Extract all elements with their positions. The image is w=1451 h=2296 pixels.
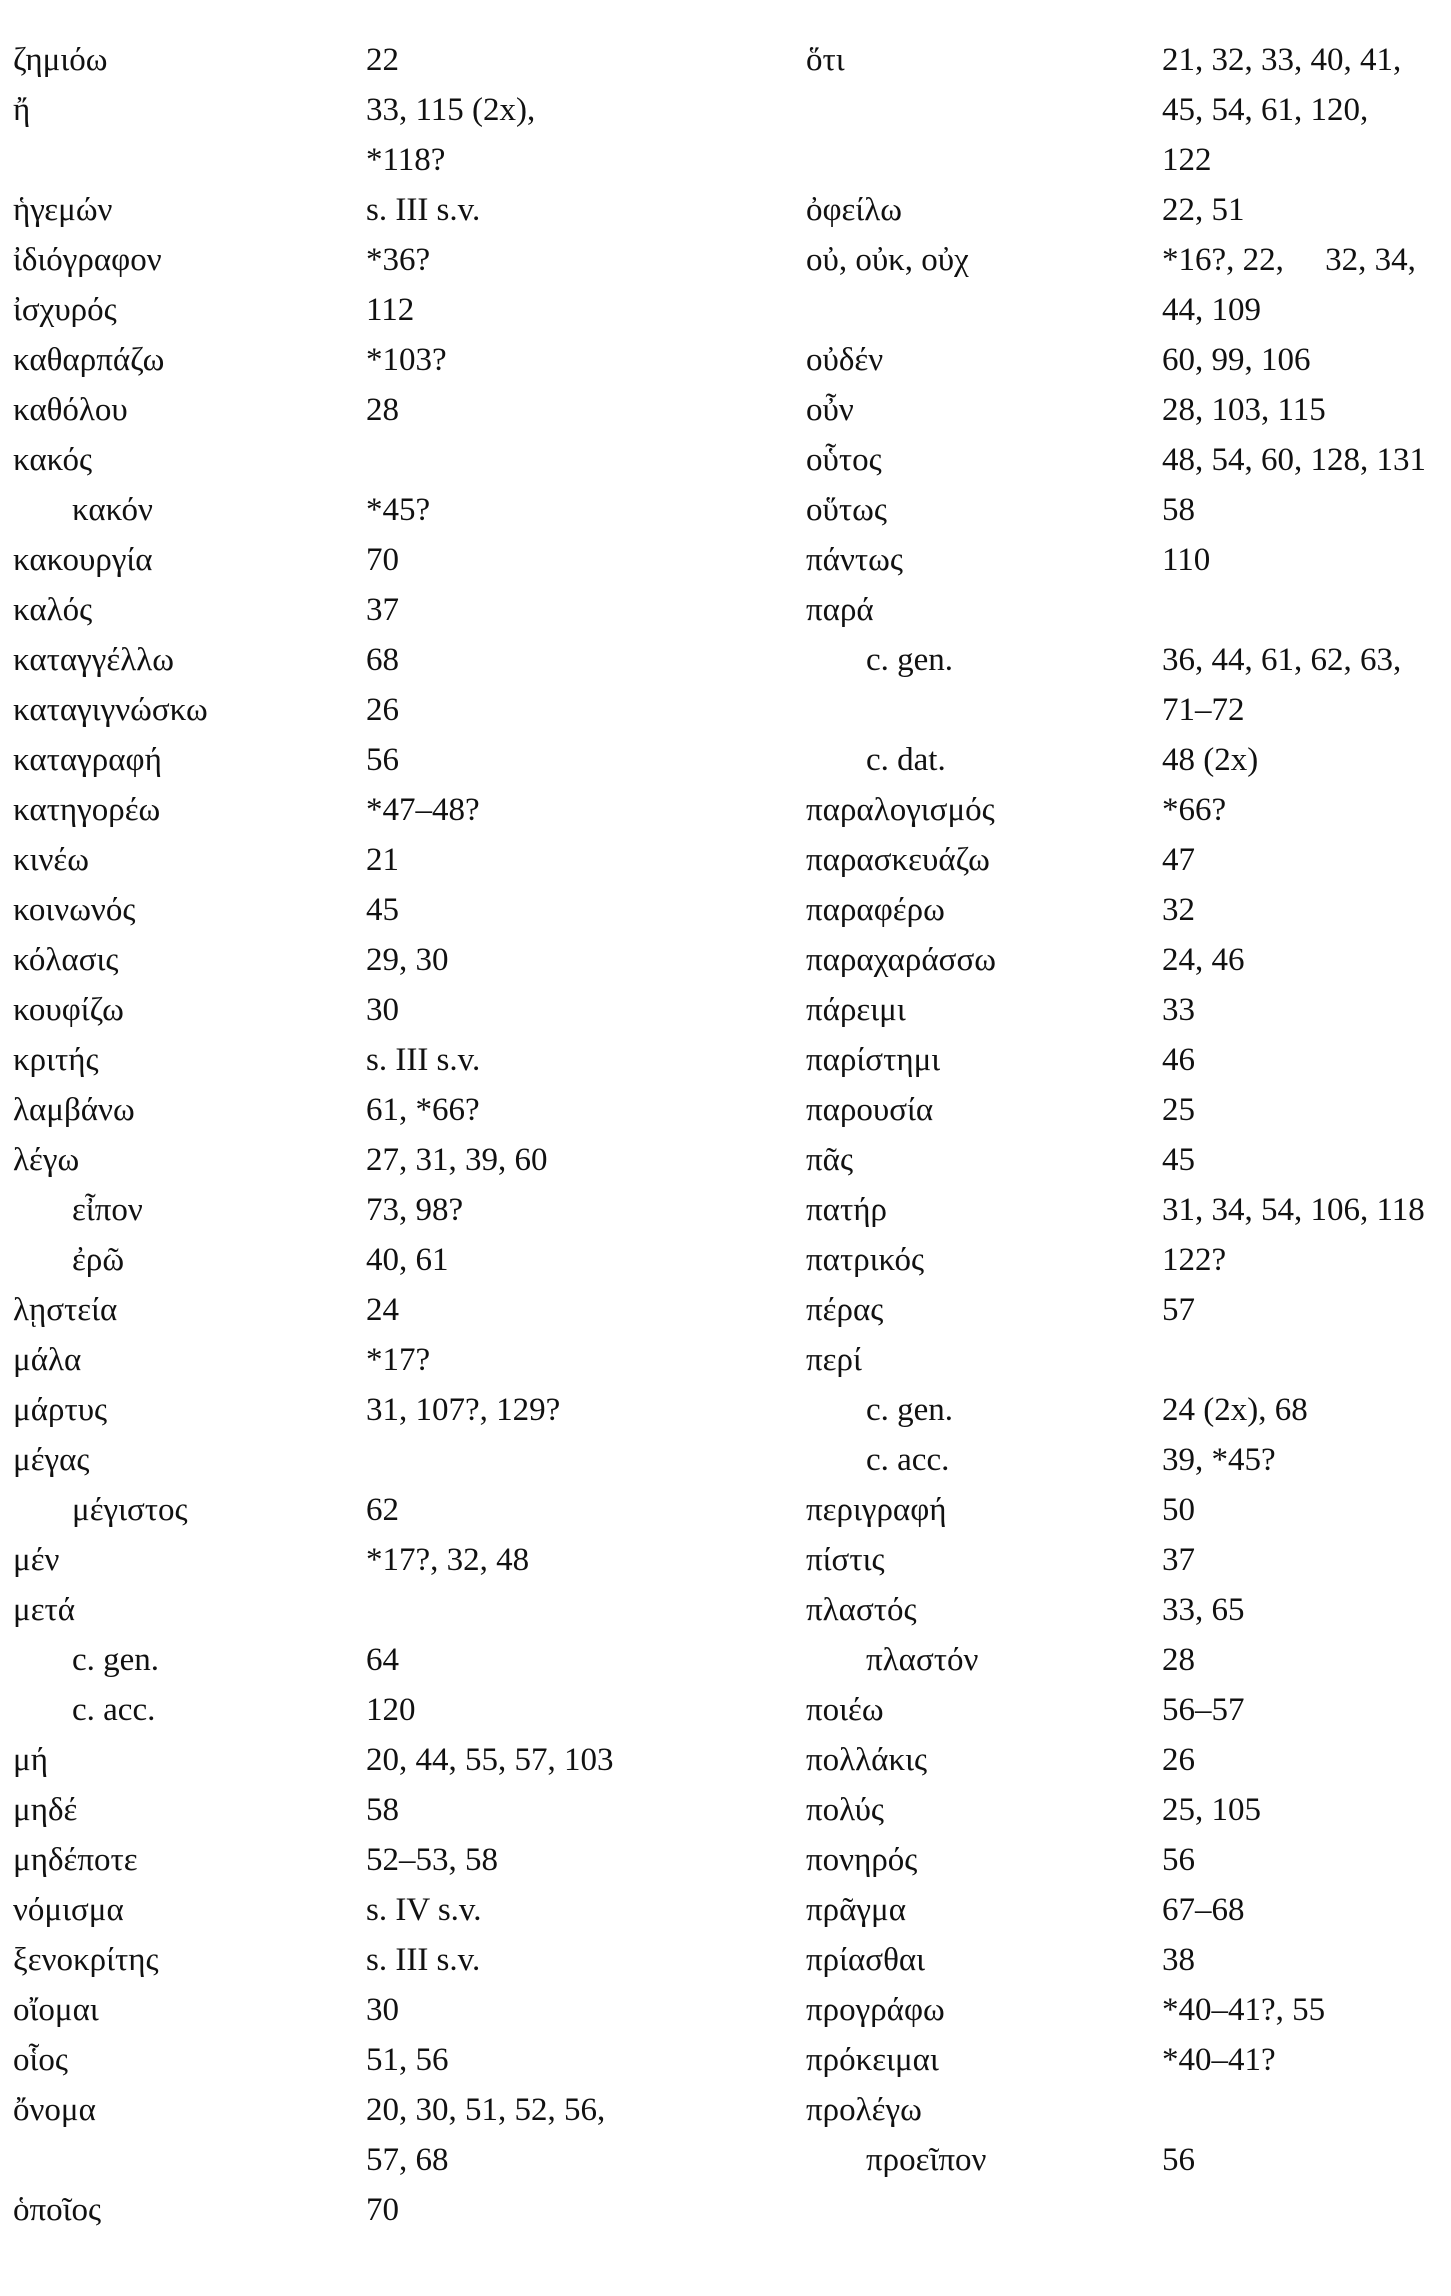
index-entry-row xyxy=(13,685,713,735)
index-line-references: 36, 44, 61, 62, 63, xyxy=(1162,642,1402,678)
index-headword: παρουσία xyxy=(806,1092,934,1128)
index-headword: πᾶς xyxy=(806,1142,854,1178)
index-line-references: 25, 105 xyxy=(1162,1792,1261,1828)
index-headword: λαμβάνω xyxy=(13,1092,135,1128)
index-entry-row xyxy=(806,35,1446,85)
index-entry-row xyxy=(806,485,1446,535)
index-line-references: 45 xyxy=(1162,1142,1195,1178)
index-line-references: 39, *45? xyxy=(1162,1442,1276,1478)
index-entry-row xyxy=(806,1985,1446,2035)
index-headword: μέν xyxy=(13,1542,60,1578)
index-entry-row xyxy=(13,1235,713,1285)
index-entry-row xyxy=(13,1535,713,1585)
index-line-references: 37 xyxy=(1162,1542,1195,1578)
index-entry-row xyxy=(806,1135,1446,1185)
index-subentry-term: πλαστόν xyxy=(866,1642,979,1678)
index-entry-row xyxy=(13,1835,713,1885)
index-headword: κόλασις xyxy=(13,942,119,978)
index-headword: πατρικός xyxy=(806,1242,925,1278)
index-headword: ξενοκρίτης xyxy=(13,1942,159,1978)
index-entry-row xyxy=(806,1735,1446,1785)
index-line-references: 33 xyxy=(1162,992,1195,1028)
index-line-references: 110 xyxy=(1162,542,1211,578)
index-entry-row xyxy=(13,2085,713,2135)
index-entry-row xyxy=(13,135,713,185)
index-entry-row xyxy=(13,2035,713,2085)
index-headword: καθαρπάζω xyxy=(13,342,165,378)
index-headword: μηδέποτε xyxy=(13,1842,138,1878)
index-entry-row xyxy=(806,335,1446,385)
index-headword: πλαστός xyxy=(806,1592,917,1628)
index-line-references: 122? xyxy=(1162,1242,1227,1278)
index-line-references: 57, 68 xyxy=(366,2142,449,2178)
index-headword: ἡγεμών xyxy=(13,192,113,228)
index-line-references: *40–41? xyxy=(1162,2042,1276,2078)
index-entry-row xyxy=(13,1685,713,1735)
index-entry-row xyxy=(13,1085,713,1135)
index-line-references: 26 xyxy=(1162,1742,1195,1778)
index-entry-row xyxy=(13,435,713,485)
index-entry-row xyxy=(806,1035,1446,1085)
index-line-references: 61, *66? xyxy=(366,1092,480,1128)
index-headword: μετά xyxy=(13,1592,76,1628)
index-line-references: 70 xyxy=(366,542,399,578)
index-headword: οὖν xyxy=(806,392,854,428)
index-line-references: s. III s.v. xyxy=(366,1942,481,1978)
index-line-references: 57 xyxy=(1162,1292,1195,1328)
index-entry-row xyxy=(806,1685,1446,1735)
index-line-references: 24 xyxy=(366,1292,399,1328)
index-headword: κριτής xyxy=(13,1042,99,1078)
index-headword: ἰσχυρός xyxy=(13,292,117,328)
index-entry-row xyxy=(13,85,713,135)
index-line-references: 22 xyxy=(366,42,399,78)
index-line-references: 58 xyxy=(366,1792,399,1828)
index-subentry-term: προεῖπον xyxy=(866,2142,987,2178)
index-entry-row xyxy=(13,535,713,585)
index-line-references: 56 xyxy=(366,742,399,778)
index-entry-row xyxy=(806,685,1446,735)
index-headword: πάρειμι xyxy=(806,992,906,1028)
index-headword: νόμισμα xyxy=(13,1892,124,1928)
index-line-references: 30 xyxy=(366,992,399,1028)
index-line-references: 50 xyxy=(1162,1492,1195,1528)
index-line-references: 26 xyxy=(366,692,399,728)
index-entry-row xyxy=(13,935,713,985)
index-line-references: *40–41?, 55 xyxy=(1162,1992,1326,2028)
index-subentry-term: κακόν xyxy=(72,492,153,528)
index-entry-row xyxy=(806,835,1446,885)
index-headword: οὕτως xyxy=(806,492,887,528)
index-line-references: 56–57 xyxy=(1162,1692,1245,1728)
index-headword: καταγραφή xyxy=(13,742,162,778)
index-entry-row xyxy=(13,1135,713,1185)
index-entry-row xyxy=(13,485,713,535)
index-entry-row xyxy=(806,735,1446,785)
index-line-references: 68 xyxy=(366,642,399,678)
index-line-references: 71–72 xyxy=(1162,692,1245,728)
index-line-references: 20, 30, 51, 52, 56, xyxy=(366,2092,606,2128)
index-entry-row xyxy=(806,1485,1446,1535)
index-entry-row xyxy=(806,285,1446,335)
index-entry-row xyxy=(13,635,713,685)
index-entry-row xyxy=(806,85,1446,135)
index-line-references: 28 xyxy=(366,392,399,428)
index-headword: μέγας xyxy=(13,1442,90,1478)
index-subentry-term: ἐρῶ xyxy=(72,1242,125,1278)
index-subentry-term: c. acc. xyxy=(72,1692,156,1728)
index-entry-row xyxy=(806,1235,1446,1285)
index-entry-row xyxy=(806,2085,1446,2135)
index-headword: λῃστεία xyxy=(13,1292,118,1328)
index-entry-row xyxy=(13,285,713,335)
index-entry-row xyxy=(806,435,1446,485)
index-headword: ἰδιόγραφον xyxy=(13,242,162,278)
index-entry-row xyxy=(806,785,1446,835)
index-line-references: *45? xyxy=(366,492,431,528)
index-line-references: 33, 115 (2x), xyxy=(366,92,536,128)
index-line-references: 62 xyxy=(366,1492,399,1528)
index-subentry-term: c. acc. xyxy=(866,1442,950,1478)
index-subentry-term: c. gen. xyxy=(866,642,954,678)
index-subentry-term: c. dat. xyxy=(866,742,946,778)
index-line-references: 122 xyxy=(1162,142,1212,178)
index-right-column xyxy=(806,35,1446,2185)
index-line-references: *17?, 32, 48 xyxy=(366,1542,530,1578)
index-entry-row xyxy=(13,1985,713,2035)
index-line-references: 112 xyxy=(366,292,415,328)
index-line-references: 56 xyxy=(1162,2142,1195,2178)
index-headword: μή xyxy=(13,1742,48,1778)
index-headword: καθόλου xyxy=(13,392,128,428)
index-line-references: 45, 54, 61, 120, xyxy=(1162,92,1369,128)
index-headword: ὀφείλω xyxy=(806,192,903,228)
index-line-references: 21, 32, 33, 40, 41, xyxy=(1162,42,1402,78)
index-headword: πολλάκις xyxy=(806,1742,928,1778)
index-line-references: *16?, 22, 32, 34, xyxy=(1162,242,1416,278)
index-entry-row xyxy=(13,985,713,1035)
index-headword: πέρας xyxy=(806,1292,884,1328)
index-entry-row xyxy=(13,1585,713,1635)
index-entry-row xyxy=(806,1935,1446,1985)
index-headword: οὐ, οὐκ, οὐχ xyxy=(806,242,969,278)
index-line-references: s. III s.v. xyxy=(366,192,481,228)
index-headword: κατηγορέω xyxy=(13,792,161,828)
index-headword: καταγιγνώσκω xyxy=(13,692,208,728)
index-headword: παραχαράσσω xyxy=(806,942,996,978)
index-headword: πίστις xyxy=(806,1542,885,1578)
index-headword: ποιέω xyxy=(806,1692,884,1728)
index-line-references: 28 xyxy=(1162,1642,1195,1678)
index-entry-row xyxy=(806,1585,1446,1635)
index-entry-row xyxy=(13,1935,713,1985)
index-line-references: *47–48? xyxy=(366,792,480,828)
index-line-references: 25 xyxy=(1162,1092,1195,1128)
index-line-references: 70 xyxy=(366,2192,399,2228)
index-entry-row xyxy=(13,785,713,835)
index-headword: κακός xyxy=(13,442,93,478)
index-line-references: 120 xyxy=(366,1692,416,1728)
index-line-references: *103? xyxy=(366,342,447,378)
index-line-references: 20, 44, 55, 57, 103 xyxy=(366,1742,614,1778)
index-headword: καλός xyxy=(13,592,93,628)
index-entry-row xyxy=(13,2185,713,2235)
index-headword: πολύς xyxy=(806,1792,884,1828)
index-headword: περιγραφή xyxy=(806,1492,947,1528)
index-entry-row xyxy=(13,585,713,635)
index-headword: ὅτι xyxy=(806,42,845,78)
index-headword: κοινωνός xyxy=(13,892,136,928)
index-entry-row xyxy=(13,1335,713,1385)
index-headword: οἴομαι xyxy=(13,1992,99,2028)
index-line-references: 47 xyxy=(1162,842,1195,878)
index-line-references: 37 xyxy=(366,592,399,628)
index-entry-row xyxy=(806,385,1446,435)
index-entry-row xyxy=(806,135,1446,185)
index-line-references: 52–53, 58 xyxy=(366,1842,498,1878)
index-headword: πάντως xyxy=(806,542,903,578)
index-line-references: 32 xyxy=(1162,892,1195,928)
index-subentry-term: εἶπον xyxy=(72,1192,143,1228)
index-subentry-term: c. gen. xyxy=(72,1642,160,1678)
index-line-references: s. IV s.v. xyxy=(366,1892,482,1928)
index-entry-row xyxy=(13,1185,713,1235)
index-entry-row xyxy=(13,335,713,385)
index-line-references: 48, 54, 60, 128, 131 xyxy=(1162,442,1426,478)
index-entry-row xyxy=(806,635,1446,685)
index-entry-row xyxy=(806,1835,1446,1885)
index-entry-row xyxy=(806,935,1446,985)
index-line-references: 73, 98? xyxy=(366,1192,464,1228)
index-entry-row xyxy=(806,235,1446,285)
index-entry-row xyxy=(806,1435,1446,1485)
index-entry-row xyxy=(13,1785,713,1835)
index-entry-row xyxy=(13,1485,713,1535)
index-headword: καταγγέλλω xyxy=(13,642,174,678)
index-entry-row xyxy=(806,1185,1446,1235)
index-entry-row xyxy=(13,185,713,235)
index-line-references: 45 xyxy=(366,892,399,928)
index-entry-row xyxy=(806,2135,1446,2185)
index-headword: πρόκειμαι xyxy=(806,2042,939,2078)
index-entry-row xyxy=(806,535,1446,585)
index-line-references: 30 xyxy=(366,1992,399,2028)
index-headword: προλέγω xyxy=(806,2092,922,2128)
index-entry-row xyxy=(806,2035,1446,2085)
index-entry-row xyxy=(806,1535,1446,1585)
index-headword: μάρτυς xyxy=(13,1392,108,1428)
index-headword: μάλα xyxy=(13,1342,82,1378)
index-headword: κουφίζω xyxy=(13,992,124,1028)
index-entry-row xyxy=(806,985,1446,1035)
index-line-references: s. III s.v. xyxy=(366,1042,481,1078)
index-headword: παρασκευάζω xyxy=(806,842,990,878)
index-entry-row xyxy=(13,1635,713,1685)
index-line-references: 24, 46 xyxy=(1162,942,1245,978)
index-entry-row xyxy=(13,2135,713,2185)
index-entry-row xyxy=(806,1085,1446,1135)
index-headword: πρίασθαι xyxy=(806,1942,926,1978)
index-entry-row xyxy=(13,1885,713,1935)
index-entry-row xyxy=(13,1735,713,1785)
index-entry-row xyxy=(13,885,713,935)
index-entry-row xyxy=(806,585,1446,635)
index-headword: πατήρ xyxy=(806,1192,887,1228)
index-entry-row xyxy=(13,1385,713,1435)
index-headword: ἤ xyxy=(13,92,31,128)
index-entry-row xyxy=(13,1285,713,1335)
index-line-references: 67–68 xyxy=(1162,1892,1245,1928)
index-headword: πρᾶγμα xyxy=(806,1892,906,1928)
index-entry-row xyxy=(13,835,713,885)
index-line-references: 31, 107?, 129? xyxy=(366,1392,561,1428)
index-subentry-term: c. gen. xyxy=(866,1392,954,1428)
index-headword: οἷος xyxy=(13,2042,68,2078)
index-entry-row xyxy=(806,885,1446,935)
index-line-references: 28, 103, 115 xyxy=(1162,392,1326,428)
index-entry-row xyxy=(806,1385,1446,1435)
index-line-references: 40, 61 xyxy=(366,1242,449,1278)
index-line-references: 46 xyxy=(1162,1042,1195,1078)
index-left-column xyxy=(13,35,713,2235)
index-entry-row xyxy=(13,735,713,785)
index-entry-row xyxy=(13,385,713,435)
index-headword: οὐδέν xyxy=(806,342,884,378)
index-line-references: 56 xyxy=(1162,1842,1195,1878)
index-headword: ὁποῖος xyxy=(13,2192,102,2228)
index-line-references: 48 (2x) xyxy=(1162,742,1259,778)
index-line-references: 60, 99, 106 xyxy=(1162,342,1311,378)
index-headword: περί xyxy=(806,1342,862,1378)
index-line-references: 22, 51 xyxy=(1162,192,1245,228)
index-headword: παραλογισμός xyxy=(806,792,995,828)
index-entry-row xyxy=(13,235,713,285)
index-headword: οὗτος xyxy=(806,442,882,478)
index-entry-row xyxy=(806,1635,1446,1685)
index-line-references: *17? xyxy=(366,1342,431,1378)
index-line-references: 58 xyxy=(1162,492,1195,528)
index-line-references: 24 (2x), 68 xyxy=(1162,1392,1308,1428)
index-entry-row xyxy=(806,1335,1446,1385)
index-line-references: 29, 30 xyxy=(366,942,449,978)
index-entry-row xyxy=(806,185,1446,235)
index-line-references: *66? xyxy=(1162,792,1227,828)
index-headword: παραφέρω xyxy=(806,892,945,928)
index-line-references: 27, 31, 39, 60 xyxy=(366,1142,548,1178)
index-headword: κινέω xyxy=(13,842,90,878)
index-line-references: 64 xyxy=(366,1642,399,1678)
index-headword: πονηρός xyxy=(806,1842,918,1878)
index-headword: παρίστημι xyxy=(806,1042,941,1078)
index-entry-row xyxy=(806,1885,1446,1935)
index-entry-row xyxy=(13,1035,713,1085)
index-entry-row xyxy=(13,35,713,85)
index-headword: προγράφω xyxy=(806,1992,945,2028)
index-headword: μηδέ xyxy=(13,1792,78,1828)
index-headword: ζημιόω xyxy=(13,42,108,78)
index-entry-row xyxy=(13,1435,713,1485)
index-line-references: 44, 109 xyxy=(1162,292,1261,328)
index-headword: παρά xyxy=(806,592,874,628)
index-line-references: 31, 34, 54, 106, 118 xyxy=(1162,1192,1425,1228)
index-line-references: *118? xyxy=(366,142,446,178)
index-line-references: *36? xyxy=(366,242,431,278)
index-entry-row xyxy=(806,1785,1446,1835)
index-entry-row xyxy=(806,1285,1446,1335)
index-line-references: 38 xyxy=(1162,1942,1195,1978)
index-headword: ὄνομα xyxy=(13,2092,96,2128)
index-line-references: 51, 56 xyxy=(366,2042,449,2078)
index-subentry-term: μέγιστος xyxy=(72,1492,188,1528)
index-headword: λέγω xyxy=(13,1142,80,1178)
index-headword: κακουργία xyxy=(13,542,153,578)
index-line-references: 33, 65 xyxy=(1162,1592,1245,1628)
index-line-references: 21 xyxy=(366,842,399,878)
